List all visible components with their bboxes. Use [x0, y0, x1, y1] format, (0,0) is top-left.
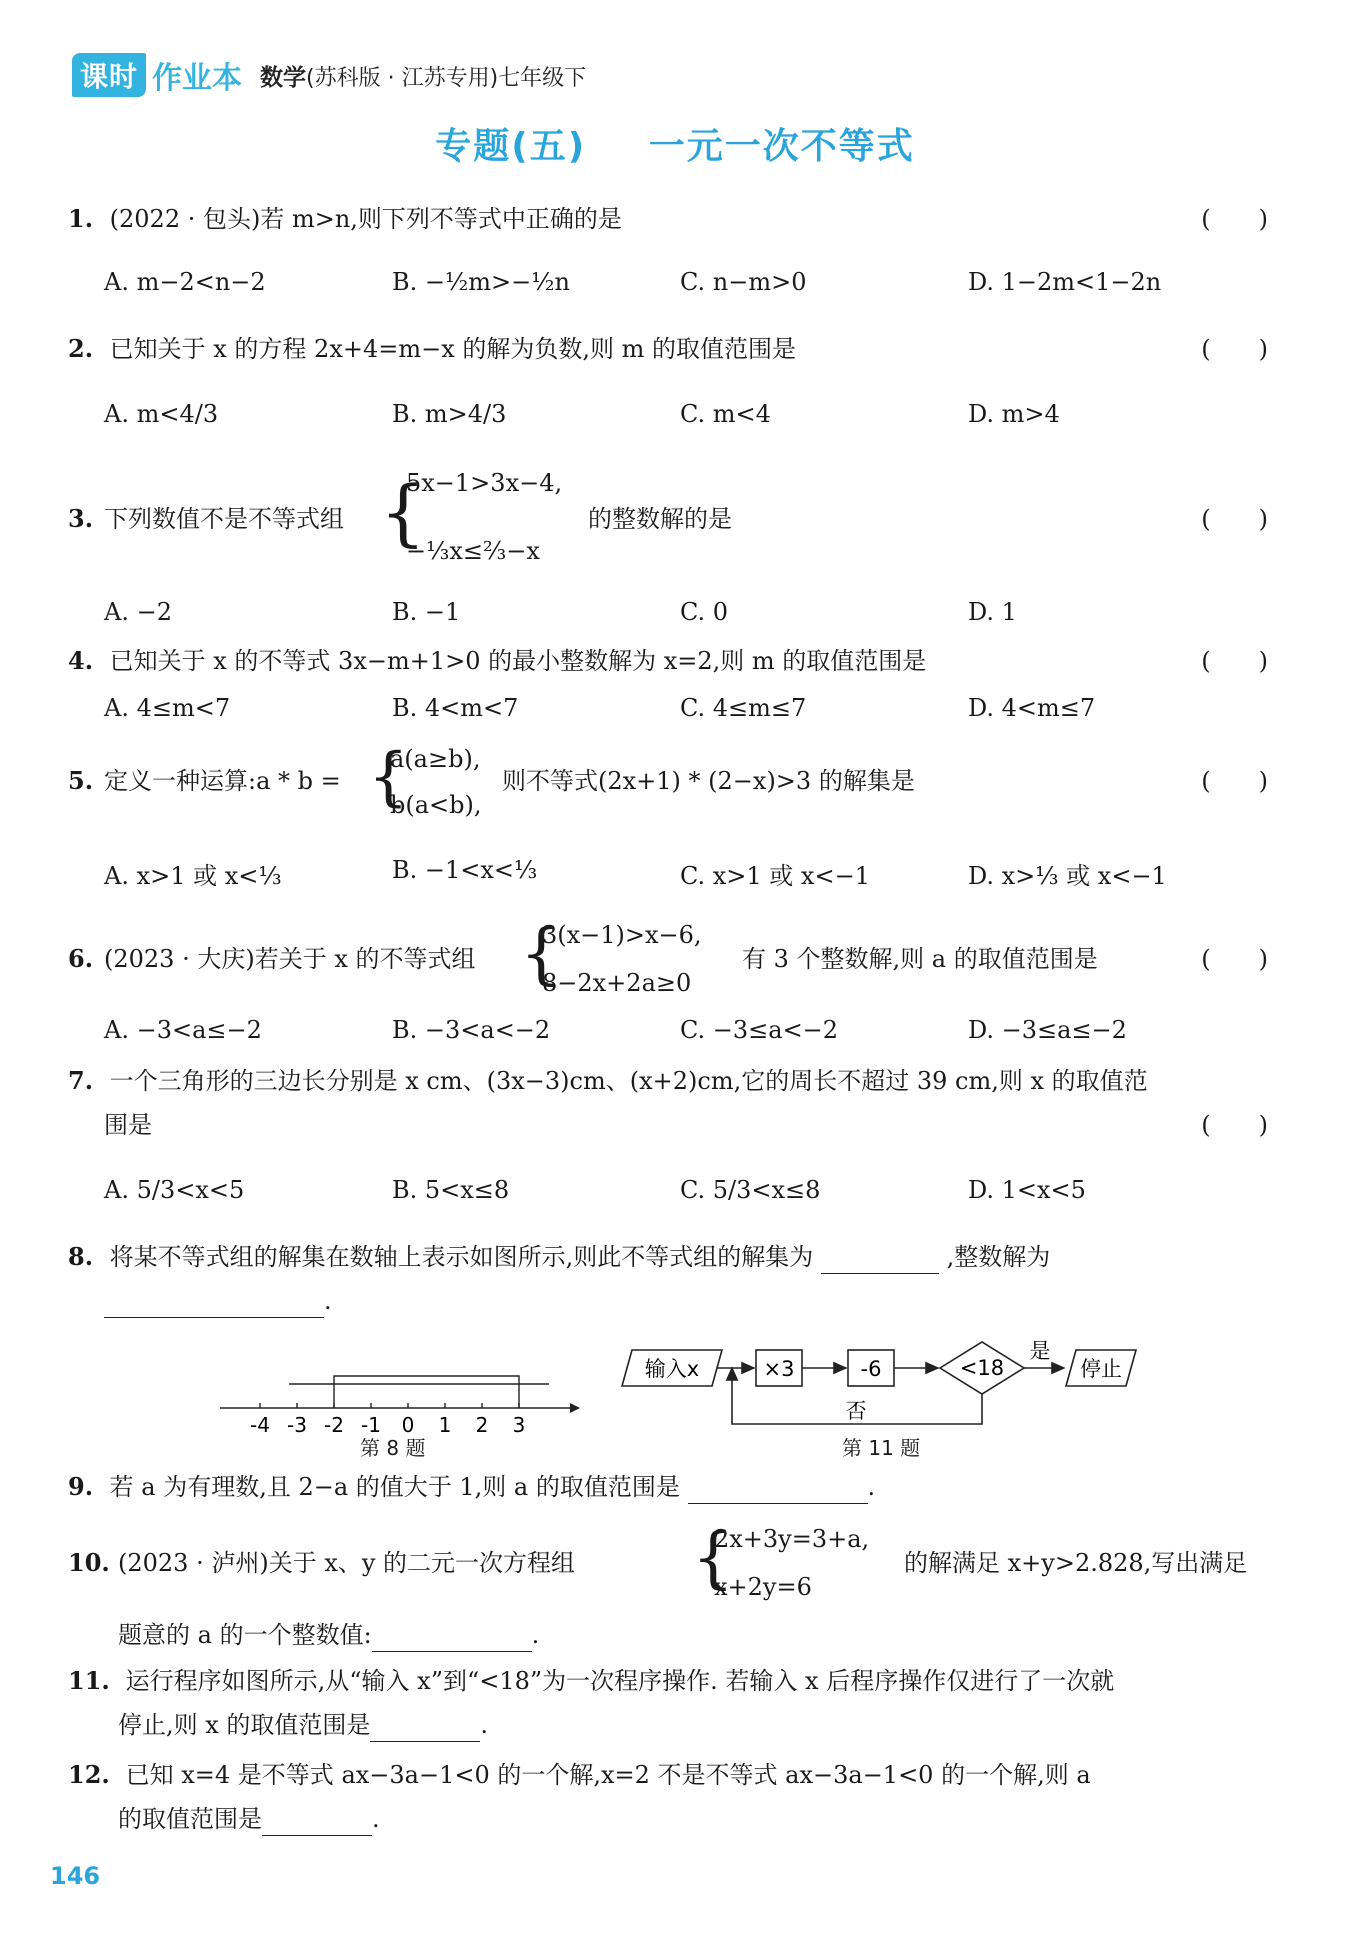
tick-label: -3 — [287, 1413, 307, 1437]
question-text-mid: ,整数解为 — [946, 1243, 1051, 1271]
question-text: 一个三角形的三边长分别是 x cm、(3x−3)cm、(x+2)cm,它的周长不超过 39 cm,则 x 的取值范 — [109, 1067, 1148, 1095]
question-text: 若 a 为有理数,且 2−a 的值大于 1,则 a 的取值范围是 — [109, 1473, 680, 1501]
system-line-2: x+2y=6 — [714, 1573, 812, 1601]
question-text-post: 的解满足 x+y>2.828,写出满足 — [904, 1549, 1248, 1577]
answer-bracket: ( ) — [1201, 505, 1268, 533]
option-a: A. 4≤m<7 — [104, 694, 231, 722]
question-number: 11. — [68, 1666, 110, 1695]
system-brace: { — [380, 470, 426, 554]
title-part1: 专题(五) — [435, 126, 587, 167]
option-a: A. −2 — [104, 598, 172, 626]
question-11 — [68, 1664, 1268, 1744]
option-d: D. −3≤a≤−2 — [968, 1016, 1127, 1044]
option-b: B. m>4/3 — [392, 400, 507, 428]
answer-line-2 — [104, 1284, 332, 1318]
tick-label: -4 — [250, 1413, 270, 1437]
book-subtitle — [260, 59, 586, 92]
question-7 — [68, 1064, 1268, 1144]
answer-blank — [370, 1715, 480, 1742]
period: . — [480, 1711, 489, 1739]
option-c: C. 4≤m≤7 — [680, 694, 807, 722]
figure-11-caption: 第 11 题 — [842, 1436, 921, 1460]
option-c: C. −3≤a<−2 — [680, 1016, 839, 1044]
stop-label: 停止 — [1080, 1357, 1122, 1381]
axis-arrow — [570, 1403, 580, 1413]
answer-blank — [372, 1625, 532, 1652]
question-12 — [68, 1758, 1268, 1838]
tick-label: -1 — [361, 1413, 381, 1437]
question-number: 6. — [68, 944, 94, 973]
logo: 课时 — [72, 53, 146, 97]
option-b: B. 4<m<7 — [392, 694, 519, 722]
question-text: 已知关于 x 的方程 2x+4=m−x 的解为负数,则 m 的取值范围是 — [109, 335, 797, 363]
option-d: D. 1<x<5 — [968, 1176, 1086, 1204]
question-8 — [68, 1240, 1268, 1330]
options-4 — [104, 694, 1264, 734]
system-brace: { — [692, 1519, 734, 1596]
option-b: B. −3<a<−2 — [392, 1016, 551, 1044]
system-line-1: 5x−1>3x−4, — [406, 469, 563, 497]
option-d: D. 1 — [968, 598, 1017, 626]
question-number: 8. — [68, 1242, 94, 1271]
tick-label: 0 — [401, 1413, 415, 1437]
option-a: A. 5/3<x<5 — [104, 1176, 245, 1204]
option-a: A. −3<a≤−2 — [104, 1016, 262, 1044]
page-number: 146 — [50, 1862, 101, 1890]
system-brace: { — [520, 915, 562, 992]
times3-label: ×3 — [763, 1357, 795, 1381]
question-text: 运行程序如图所示,从“输入 x”到“<18”为一次程序操作. 若输入 x 后程序操作仅进行了一次就 — [125, 1667, 1115, 1695]
option-c: C. x>1 或 x<−1 — [680, 862, 870, 890]
minus6-label: -6 — [860, 1357, 882, 1381]
title-part2: 一元一次不等式 — [648, 126, 915, 167]
answer-blank-2 — [104, 1291, 324, 1318]
question-text-line2: 围是 — [104, 1111, 152, 1139]
answer-bracket: ( ) — [1201, 335, 1268, 363]
option-c: C. 5/3<x≤8 — [680, 1176, 821, 1204]
option-a: A. m<4/3 — [104, 400, 219, 428]
option-c: C. m<4 — [680, 400, 771, 428]
period: . — [867, 1473, 876, 1501]
question-text-pre: (2023 · 大庆)若关于 x 的不等式组 — [104, 945, 476, 973]
number-line — [220, 1376, 580, 1437]
question-text-pre: 下列数值不是不等式组 — [104, 505, 344, 533]
question-2 — [68, 332, 1268, 366]
answer-blank — [688, 1477, 868, 1504]
period: . — [531, 1621, 540, 1649]
question-text-pre: 定义一种运算:a * b = — [104, 767, 341, 795]
answer-bracket: ( ) — [1201, 1111, 1268, 1139]
system-line-2: −⅓x≤⅔−x — [406, 537, 540, 565]
system-line-2: b(a<b), — [390, 791, 482, 819]
question-number: 4. — [68, 646, 94, 675]
question-number: 7. — [68, 1066, 94, 1095]
question-text-post: 则不等式(2x+1) * (2−x)>3 的解集是 — [502, 767, 915, 795]
question-text-post: 的整数解的是 — [588, 505, 732, 533]
question-9 — [68, 1470, 1268, 1504]
option-d: D. 4<m≤7 — [968, 694, 1096, 722]
answer-blank — [262, 1809, 372, 1836]
options-6 — [104, 1016, 1264, 1056]
option-a: A. x>1 或 x<⅓ — [104, 862, 282, 890]
no-label: 否 — [845, 1399, 867, 1423]
system-brace: { — [368, 740, 409, 814]
question-text: (2022 · 包头)若 m>n,则下列不等式中正确的是 — [109, 205, 622, 233]
question-1 — [68, 202, 1268, 236]
tick-label: 2 — [475, 1413, 489, 1437]
option-d: D. m>4 — [968, 400, 1060, 428]
tick-label: 3 — [512, 1413, 526, 1437]
option-d: D. 1−2m<1−2n — [968, 268, 1162, 296]
option-c: C. n−m>0 — [680, 268, 807, 296]
period: . — [324, 1287, 332, 1315]
question-text-line2: 停止,则 x 的取值范围是 . — [118, 1708, 488, 1742]
tick-label: -2 — [324, 1413, 344, 1437]
question-number: 12. — [68, 1760, 110, 1789]
header — [72, 52, 586, 98]
answer-bracket: ( ) — [1201, 767, 1268, 795]
solution-bar-2 — [334, 1376, 519, 1408]
yes-label: 是 — [1029, 1340, 1051, 1363]
question-number: 10. — [68, 1548, 110, 1577]
options-5 — [104, 856, 1264, 896]
question-6 — [68, 915, 1268, 1008]
system-line-1: a(a≥b), — [390, 745, 481, 773]
question-number: 2. — [68, 334, 94, 363]
question-number: 1. — [68, 204, 94, 233]
option-b: B. −½m>−½n — [392, 268, 570, 296]
option-c: C. 0 — [680, 598, 729, 626]
page-title — [0, 118, 1350, 169]
option-b: B. −1 — [392, 598, 461, 626]
question-text: 将某不等式组的解集在数轴上表示如图所示,则此不等式组的解集为 — [109, 1243, 814, 1271]
condition-label: <18 — [959, 1356, 1005, 1380]
tick-label: 1 — [438, 1413, 452, 1437]
options-2 — [104, 400, 1264, 440]
subject: 数学 — [260, 64, 307, 91]
question-text: 已知 x=4 是不等式 ax−3a−1<0 的一个解,x=2 不是不等式 ax−3a−1<0 的一个解,则 a — [125, 1761, 1091, 1789]
question-text-pre: (2023 · 泸州)关于 x、y 的二元一次方程组 — [118, 1549, 576, 1577]
question-4 — [68, 644, 1268, 678]
question-text-line2: 的取值范围是 . — [118, 1802, 380, 1836]
option-d: D. x>⅓ 或 x<−1 — [968, 862, 1167, 890]
option-b: B. 5<x≤8 — [392, 1176, 510, 1204]
question-text-line2: 题意的 a 的一个整数值: . — [118, 1618, 539, 1652]
answer-bracket: ( ) — [1201, 205, 1268, 233]
system-line-1: 3(x−1)>x−6, — [542, 921, 702, 949]
period: . — [372, 1805, 380, 1833]
question-number: 9. — [68, 1472, 94, 1501]
option-b: B. −1<x<⅓ — [392, 856, 538, 884]
question-5 — [68, 742, 1268, 832]
option-a: A. m−2<n−2 — [104, 268, 266, 296]
question-text: 已知关于 x 的不等式 3x−m+1>0 的最小整数解为 x=2,则 m 的取值范围是 — [109, 647, 927, 675]
question-text-post: 有 3 个整数解,则 a 的取值范围是 — [742, 945, 1098, 973]
logo-text: 作业本 — [152, 61, 243, 96]
answer-blank-1 — [821, 1247, 939, 1274]
question-3 — [68, 464, 1268, 574]
figure-8-caption: 第 8 题 — [360, 1436, 426, 1460]
system-line-1: 2x+3y=3+a, — [714, 1525, 870, 1553]
question-number: 3. — [68, 504, 94, 533]
options-3 — [104, 598, 1264, 638]
options-1 — [104, 268, 1264, 308]
options-7 — [104, 1176, 1264, 1216]
system-line-2: 8−2x+2a≥0 — [542, 969, 692, 997]
answer-bracket: ( ) — [1201, 945, 1268, 973]
input-label: 输入x — [644, 1357, 700, 1381]
question-10 — [68, 1519, 1268, 1652]
answer-bracket: ( ) — [1201, 647, 1268, 675]
question-number: 5. — [68, 766, 94, 795]
edition: (苏科版 · 江苏专用)七年级下 — [306, 65, 587, 91]
